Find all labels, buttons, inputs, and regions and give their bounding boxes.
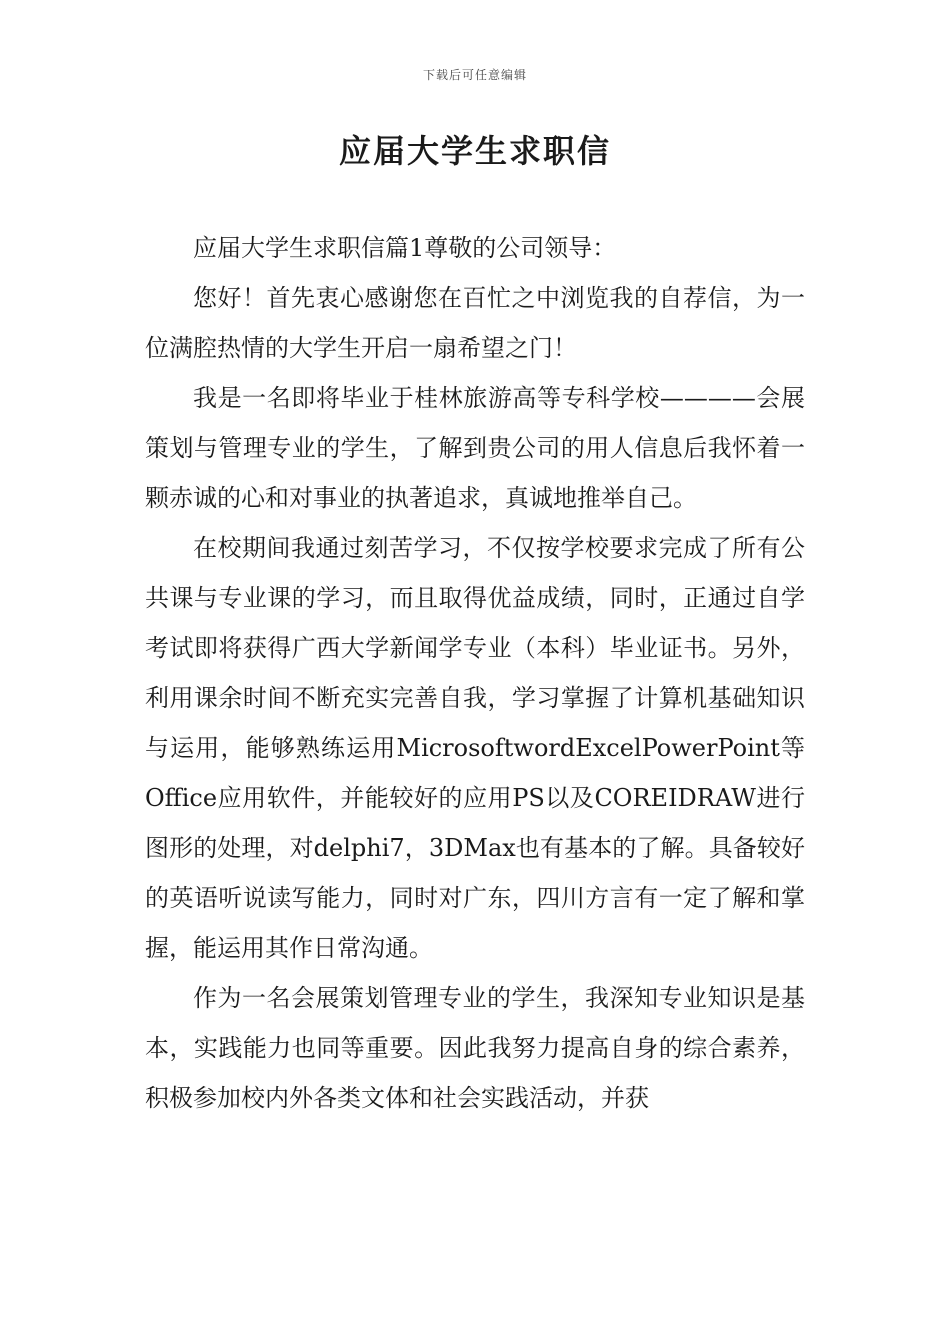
paragraph-greeting: 您好！首先衷心感谢您在百忙之中浏览我的自荐信，为一位满腔热情的大学生开启一扇希望之门！ (145, 284, 805, 362)
paragraph-introduction: 我是一名即将毕业于桂林旅游高等专科学校————会展策划与管理专业的学生，了解到贵公司的用人信息后我怀着一颗赤诚的心和对事业的执著追求，真诚地推举自己。 (145, 384, 805, 512)
page-title: 应届大学生求职信 (338, 132, 611, 170)
paragraph-practice: 作为一名会展策划管理专业的学生，我深知专业知识是基本，实践能力也同等重要。因此我努力提高自身的综合素养，积极参加校内外各类文体和社会实践活动，并获 (145, 984, 805, 1112)
paragraph-salutation: 应届大学生求职信篇1尊敬的公司领导： (193, 234, 617, 262)
letter-body (145, 223, 805, 1123)
paragraph-education: 在校期间我通过刻苦学习，不仅按学校要求完成了所有公共课与专业课的学习，而且取得优益成绩，同时，正通过自学考试即将获得广西大学新闻学专业（本科）毕业证书。另外，利用课余时间不断充实完善自我，学习掌握了计算机基础知识与运用，能够熟练运用MicrosoftwordExcelPowerPoint等Office应用软件，并能较好的应用PS以及COREIDRAW进行图形的处理，对delphi7，3DMax也有基本的了解。具备较好的英语听说读写能力，同时对广东，四川方言有一定了解和掌握，能运用其作日常沟通。 (145, 534, 805, 962)
header-note: 下载后可任意编辑 (422, 68, 527, 82)
